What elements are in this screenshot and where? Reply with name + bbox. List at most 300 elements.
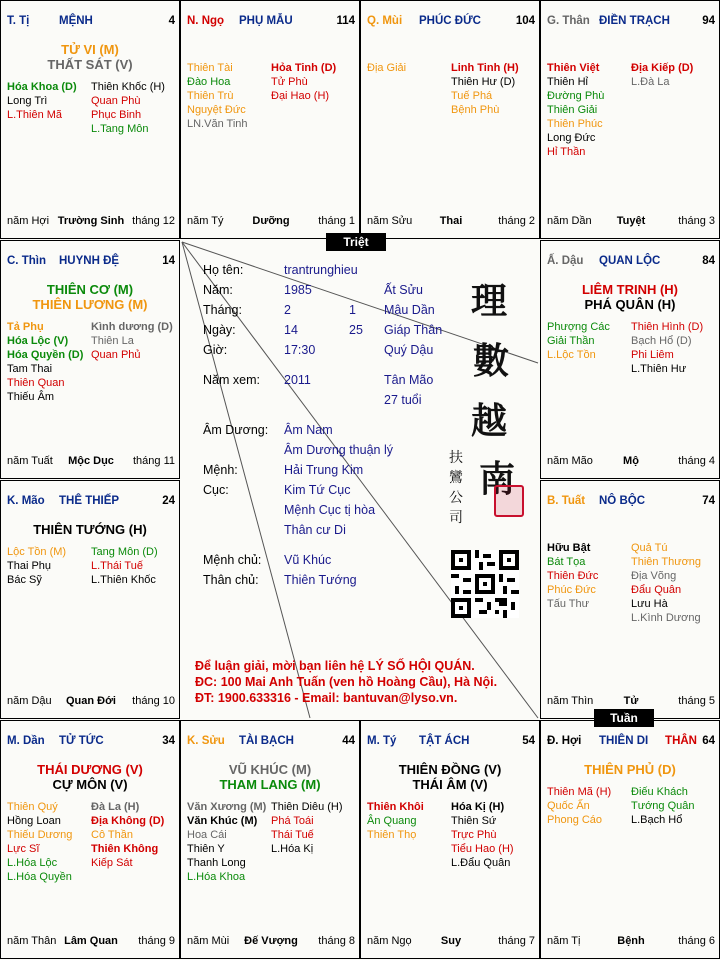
palace-branch: Q. Mùi [367,15,403,27]
calligraphy-char-2: 數 [473,340,510,382]
minor-star: Linh Tinh (H) [451,62,519,74]
minor-stars-right [631,61,715,89]
palace-footer [547,455,715,469]
minor-star: Thiên Giải [547,104,598,116]
minor-stars-right [631,541,715,625]
minor-star: Bệnh Phù [451,104,500,116]
minor-stars-right [631,785,715,827]
menh-label: Mệnh: [203,463,238,477]
contact-line-3: ĐT: 1900.633316 - Email: bantuvan@lyso.vn. [195,691,458,705]
minor-star: Thiên Khốc (H) [91,81,165,93]
palace-branch: K. Sửu [187,735,225,747]
minor-stars-left [367,61,451,75]
minor-star: Thiếu Dương [7,829,73,841]
triet-badge: Triệt [326,233,386,251]
palace-header [187,15,355,29]
palace-name: PHỤ MẪU [239,15,293,27]
palace-month: tháng 11 [132,455,175,467]
palace-stage: Tuyệt [616,215,646,227]
minor-star: Hóa Khoa (D) [7,81,77,93]
palace-tuat [540,480,720,719]
minor-star: Kiếp Sát [91,857,133,869]
palace-month: tháng 7 [498,935,535,947]
calligraphy-char-4: 南 [479,458,516,500]
palace-name: TỬ TỨC [59,735,104,747]
minor-stars-right [631,320,715,376]
minor-star: Phá Toái [271,815,314,827]
palace-month: tháng 5 [678,695,715,707]
palace-number: 94 [702,15,715,27]
minor-star: Thiên Hỉ [547,76,588,88]
minor-star: Thanh Long [187,857,246,869]
minor-star: L.Đẩu Quân [451,857,511,869]
minor-star: Địa Võng [631,570,677,582]
palace-header [7,255,175,269]
minor-star: Long Trì [7,95,48,107]
palace-footer [367,215,535,229]
minor-star: Văn Khúc (M) [187,815,258,827]
minor-star: Thiên Không [91,843,159,855]
main-star: CỰ MÔN (V) [52,777,128,792]
than-cu-note: Thân cư Di [284,523,346,537]
minor-star: Phục Binh [91,109,142,121]
minor-star: L.Lộc Tồn [547,349,596,361]
palace-year: năm Tị [547,935,581,947]
nam-value: 1985 [284,283,312,297]
minor-star: Hỉ Thần [547,146,586,158]
minor-star: Lực Sĩ [7,843,40,855]
main-stars [541,762,719,777]
palace-year: năm Hợi [7,215,50,227]
palace-stage: Bệnh [617,935,645,947]
ngay-label: Ngày: [203,323,236,337]
palace-footer [187,215,355,229]
palace-year: năm Sửu [367,215,413,227]
palace-header [7,735,175,749]
nam-label: Năm: [203,283,233,297]
main-stars [1,522,179,537]
gio-value: 17:30 [284,343,316,357]
minor-star: Tam Thai [7,363,53,375]
palace-stage: Thai [439,215,463,227]
menh-chu-value: Vũ Khúc [284,553,332,567]
minor-star: Thái Tuế [271,829,314,841]
minor-star: Tang Môn (D) [91,546,158,558]
palace-name: THÊ THIẾP [59,495,120,507]
nam-can-chi: Ất Sửu [384,283,423,297]
main-star: THẤT SÁT (V) [47,57,133,72]
minor-star: L.Đà La [631,76,670,88]
minor-star: Thiên Trù [187,90,234,102]
palace-branch: C. Thìn [7,255,46,267]
minor-star: Nguyệt Đức [187,104,246,116]
palace-header [547,255,715,269]
minor-stars-left [187,800,271,884]
gio-label: Giờ: [203,343,228,357]
palace-stage: Quan Đới [66,695,116,707]
palace-number: 74 [702,495,715,507]
palace-name: NÔ BỘC [599,495,645,507]
main-star: THIÊN LƯƠNG (M) [32,297,148,312]
palace-year: năm Thân [7,935,57,947]
palace-dau [540,240,720,479]
palace-ti [0,0,180,239]
minor-star: L.Hóa Quyền [7,871,72,883]
palace-year: năm Thìn [547,695,594,707]
minor-stars-left [7,80,91,122]
palace-branch: B. Tuất [547,495,586,507]
main-stars [361,762,539,792]
palace-year: năm Tý [187,215,224,227]
palace-month: tháng 2 [498,215,535,227]
minor-star: Hóa Kị (H) [451,801,505,813]
than-marker: THÂN [665,735,697,747]
minor-star: Văn Xương (M) [187,801,267,813]
palace-thin [0,240,180,479]
than-chu-value: Thiên Tướng [284,573,357,587]
minor-star: Thiên Quý [7,801,58,813]
main-star: THÁI DƯƠNG (V) [37,762,143,777]
minor-star: Tấu Thư [547,598,590,610]
minor-stars-left [547,785,631,827]
minor-star: Tử Phù [271,76,308,88]
palace-stage: Tử [623,695,639,707]
palace-month: tháng 12 [132,215,175,227]
minor-stars-left [367,800,451,842]
minor-star: Phi Liêm [631,349,674,361]
palace-stage: Dưỡng [252,215,290,227]
thang-am-value: 1 [349,303,356,317]
palace-stage: Trường Sinh [57,215,125,227]
minor-star: L.Hóa Kị [271,843,314,855]
minor-star: Tướng Quân [631,800,695,812]
menh-chu-label: Mệnh chủ: [203,553,262,567]
minor-stars-left [7,545,91,587]
minor-stars-right [451,61,535,117]
am-duong-label: Âm Dương: [203,423,269,437]
main-star: PHÁ QUÂN (H) [584,297,676,312]
main-stars [1,42,179,72]
minor-star: Địa Giải [367,62,407,74]
minor-star: Địa Không (D) [91,815,165,827]
minor-star: Điếu Khách [631,786,688,798]
minor-star: Quả Tú [631,542,668,554]
palace-dan [0,720,180,959]
palace-month: tháng 3 [678,215,715,227]
palace-stage: Đế Vượng [244,935,298,947]
palace-name: ĐIỀN TRẠCH [599,15,670,27]
calligraphy-char-3: 越 [471,400,508,442]
ngay-can-chi: Giáp Thân [384,323,443,337]
minor-stars-left [7,800,91,884]
ngay-value: 14 [284,323,298,337]
palace-suu [180,720,360,959]
gio-can-chi: Quý Dậu [384,343,434,357]
contact-line-2: ĐC: 100 Mai Anh Tuấn (ven hồ Hoàng Cầu), Hà Nội. [195,675,498,689]
seal-char-2: 鸞 [449,470,463,486]
palace-branch: Ấ. Dậu [547,255,584,267]
palace-footer [7,215,175,229]
minor-star: Hữu Bật [547,542,591,554]
palace-hoi [540,720,720,959]
palace-branch: M. Tý [367,735,397,747]
minor-star: L.Thiên Mã [7,109,63,121]
nam-xem-can-chi: Tân Mão [384,373,434,387]
palace-name: MỆNH [59,15,93,27]
minor-stars-right [91,80,175,136]
minor-star: Thiên Tài [187,62,233,74]
palace-name: TẬT ÁCH [419,735,470,747]
minor-star: Bạch Hổ (D) [631,335,692,347]
palace-stage: Lâm Quan [64,935,118,947]
palace-month: tháng 9 [138,935,175,947]
main-star: THIÊN PHỦ (D) [584,762,676,777]
minor-star: Hóa Quyền (D) [7,349,84,361]
ho-ten-value: trantrunghieu [284,263,358,277]
palace-ty [360,720,540,959]
minor-star: L.Hóa Lộc [7,857,58,869]
than-chu-label: Thân chủ: [203,573,259,587]
minor-star: L.Bạch Hổ [631,814,683,826]
cuc-label: Cục: [203,483,229,497]
palace-number: 104 [515,15,535,27]
palace-stage: Mộc Dục [68,455,114,467]
palace-month: tháng 4 [678,455,715,467]
seal-char-4: 司 [449,510,463,526]
minor-stars-left [187,61,271,131]
minor-star: Thiên Thương [631,556,702,568]
minor-star: Tuế Phá [451,90,493,102]
palace-footer [7,695,175,709]
red-seal-stamp [494,485,524,517]
minor-star: Thiên Thọ [367,829,417,841]
calligraphy-char-1: 理 [471,280,508,322]
minor-star: Thiên Đức [547,570,599,582]
palace-number: 34 [162,735,175,747]
main-stars [1,762,179,792]
minor-star: Quan Phủ [91,349,141,361]
palace-number: 64 [702,735,715,747]
ho-ten-label: Họ tên: [203,263,244,277]
center-info-panel [181,241,539,719]
minor-star: Đẩu Quân [631,584,682,596]
palace-month: tháng 6 [678,935,715,947]
palace-branch: M. Dần [7,735,45,747]
minor-star: Địa Kiếp (D) [631,62,694,74]
thang-can-chi: Mậu Dần [384,303,435,317]
minor-star: Thiên Việt [547,62,600,74]
main-star: LIÊM TRINH (H) [581,282,679,297]
minor-star: Thiên Hư (D) [451,76,516,88]
palace-header [547,495,715,509]
palace-number: 4 [168,15,175,27]
nam-xem-value: 2011 [284,373,311,387]
minor-star: LN.Văn Tinh [187,118,248,130]
palace-header [187,735,355,749]
main-star: VŨ KHÚC (M) [228,762,312,777]
palace-year: năm Tuất [7,455,53,467]
palace-year: năm Dần [547,215,592,227]
main-star: THAM LANG (M) [219,777,321,792]
minor-star: Hóa Lộc (V) [7,335,69,347]
minor-star: Kình dương (D) [91,321,173,333]
main-star: THÁI ÂM (V) [412,777,488,792]
minor-stars-right [91,800,175,870]
palace-number: 54 [522,735,535,747]
minor-star: Thiên Khôi [367,801,424,813]
palace-footer [367,935,535,949]
minor-stars-left [7,320,91,404]
minor-star: Giải Thần [547,335,595,347]
minor-star: Thiên Quan [7,377,65,389]
palace-number: 14 [162,255,175,267]
palace-number: 114 [336,15,355,27]
minor-star: Cô Thần [91,829,133,841]
palace-number: 44 [342,735,355,747]
am-duong-note: Âm Dương thuận lý [284,443,393,457]
tuan-badge: Tuần [594,709,654,727]
palace-branch: N. Ngọ [187,15,225,27]
minor-star: Phượng Các [547,321,610,333]
minor-star: Phong Cáo [547,814,603,826]
palace-stage: Suy [440,935,462,947]
minor-star: Hoa Cái [187,829,227,841]
minor-star: Bác Sỹ [7,574,42,586]
palace-name: THIÊN DI [599,735,649,747]
minor-star: Lưu Hà [631,598,668,610]
palace-header [367,735,535,749]
palace-name: TÀI BẠCH [239,735,294,747]
palace-number: 84 [702,255,715,267]
palace-month: tháng 1 [318,215,355,227]
palace-name: QUAN LỘC [599,255,661,267]
minor-stars-right [451,800,535,870]
minor-star: L.Thiên Khốc [91,574,156,586]
minor-star: Đại Hao (H) [271,90,330,102]
menh-value: Hải Trung Kim [284,463,364,477]
palace-number: 24 [162,495,175,507]
main-star: THIÊN ĐỒNG (V) [398,762,502,777]
minor-stars-right [91,545,175,587]
minor-star: Tiểu Hao (H) [451,843,514,855]
minor-star: Thiếu Âm [7,391,55,403]
minor-stars-left [547,320,631,362]
minor-star: Hỏa Tinh (D) [271,62,337,74]
palace-year: năm Mão [547,455,593,467]
palace-year: năm Dậu [7,695,52,707]
main-stars [1,282,179,312]
main-star: THIÊN TƯỚNG (H) [33,522,147,537]
contact-line-1: Để luận giải, mời bạn liên hệ LÝ SỐ HỘI QUÁN. [195,659,475,673]
thang-label: Tháng: [203,303,242,317]
minor-star: Thai Phụ [7,560,52,572]
palace-header [547,735,715,749]
ngay-am-value: 25 [349,323,363,337]
minor-star: L.Thiên Hư [631,363,687,375]
palace-stage: Mộ [623,455,639,467]
minor-star: Tả Phụ [7,321,44,333]
minor-star: L.Thái Tuế [91,560,143,572]
palace-name: HUYNH ĐỆ [59,255,120,267]
cuc-note: Mệnh Cục tị hòa [284,503,376,517]
minor-star: Lộc Tồn (M) [7,546,67,558]
palace-footer [7,455,175,469]
minor-star: Thiên La [91,335,134,347]
nam-xem-label: Năm xem: [203,373,260,387]
palace-footer [547,935,715,949]
palace-mao [0,480,180,719]
minor-star: Thiên Hình (D) [631,321,704,333]
palace-branch: T. Tị [7,15,30,27]
palace-footer [547,215,715,229]
palace-than [540,0,720,239]
thang-value: 2 [284,303,291,317]
palace-branch: Đ. Hợi [547,735,582,747]
main-stars [541,282,719,312]
palace-header [367,15,535,29]
palace-ngo [180,0,360,239]
seal-char-3: 公 [449,490,463,506]
palace-branch: G. Thân [547,15,590,27]
am-duong-value: Âm Nam [284,423,333,437]
minor-star: Hồng Loan [7,815,61,827]
minor-star: L.Kình Dương [631,612,701,624]
minor-star: Thiên Sứ [451,815,497,827]
minor-stars-left [547,61,631,159]
main-star: TỬ VI (M) [61,42,119,57]
minor-stars-right [271,800,355,856]
palace-name: PHÚC ĐỨC [419,15,481,27]
palace-month: tháng 8 [318,935,355,947]
qr-code-image [451,550,519,618]
minor-star: Thiên Y [187,843,225,855]
palace-branch: K. Mão [7,495,45,507]
palace-footer [7,935,175,949]
palace-year: năm Mùi [187,935,230,947]
palace-month: tháng 10 [132,695,175,707]
minor-star: Ân Quang [367,815,417,827]
main-stars [181,762,359,792]
palace-header [7,495,175,509]
minor-stars-right [271,61,355,103]
minor-star: Thiên Mã (H) [547,786,612,798]
seal-char-1: 扶 [449,450,463,466]
palace-footer [547,695,715,709]
minor-star: Thiên Diêu (H) [271,801,343,813]
palace-year: năm Ngọ [367,935,412,947]
cuc-value: Kim Tứ Cục [284,483,351,497]
minor-star: Phúc Đức [547,584,596,596]
minor-star: L.Tang Môn [91,123,149,135]
palace-header [547,15,715,29]
palace-mui [360,0,540,239]
minor-star: Quan Phù [91,95,141,107]
minor-star: Long Đức [547,132,596,144]
palace-footer [187,935,355,949]
minor-star: Thiên Phúc [547,118,603,130]
tuoi-value: 27 tuổi [384,393,422,407]
minor-star: Đà La (H) [91,801,140,813]
palace-header [7,15,175,29]
minor-star: Đào Hoa [187,76,231,88]
main-star: THIÊN CƠ (M) [46,282,134,297]
minor-star: L.Hóa Khoa [187,871,246,883]
minor-star: Trực Phù [451,829,497,841]
minor-star: Đường Phù [547,90,605,102]
minor-stars-left [547,541,631,611]
minor-star: Bát Tọa [547,556,586,568]
minor-stars-right [91,320,175,362]
